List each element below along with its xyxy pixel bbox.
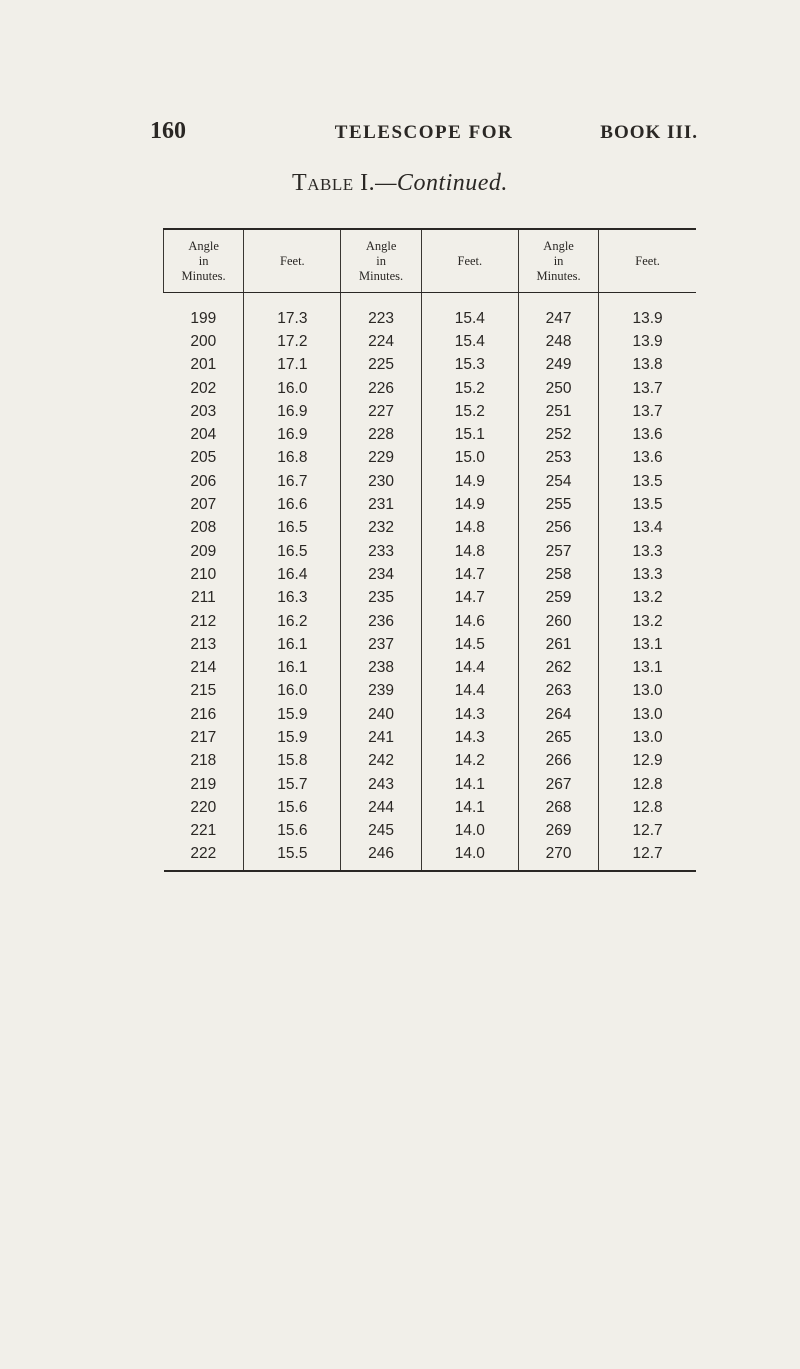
angle-cell: 243	[341, 773, 421, 796]
angle-cell: 246	[341, 843, 421, 871]
angle-cell: 213	[190, 635, 217, 653]
feet-cell: 14.7	[421, 587, 518, 610]
angle-cell: 248	[518, 330, 598, 353]
running-head: TELESCOPE FOR	[334, 122, 514, 143]
feet-cell: 17.1	[244, 354, 341, 377]
angle-column-header-3: Angle in Minutes.	[518, 229, 598, 293]
feet-cell: 15.5	[244, 843, 341, 871]
table-row	[164, 470, 697, 493]
angle-cell: 208	[190, 519, 217, 537]
angle-cell: 245	[341, 820, 421, 843]
feet-cell: 12.8	[599, 773, 696, 796]
angle-cell: 240	[341, 703, 421, 726]
angle-cell: 217	[190, 728, 217, 746]
table-row	[164, 447, 697, 470]
angle-cell: 206	[190, 472, 217, 490]
angle-cell: 254	[518, 470, 598, 493]
feet-cell: 15.3	[421, 354, 518, 377]
feet-cell: 12.7	[599, 820, 696, 843]
angle-cell: 218	[190, 752, 217, 770]
angle-cell: 211	[191, 589, 216, 607]
feet-cell: 16.0	[244, 680, 341, 703]
table-row	[164, 377, 697, 400]
angle-column-header-2: Angle in Minutes.	[341, 229, 421, 293]
feet-cell: 15.4	[421, 330, 518, 353]
angle-cell: 224	[341, 330, 421, 353]
table-row	[164, 517, 697, 540]
table-row	[164, 633, 697, 656]
angle-cell: 250	[518, 377, 598, 400]
feet-cell: 15.7	[244, 773, 341, 796]
feet-cell: 16.8	[244, 447, 341, 470]
angle-cell: 223	[341, 293, 421, 331]
feet-cell: 16.1	[244, 656, 341, 679]
feet-cell: 14.0	[421, 843, 518, 871]
angle-cell: 201	[190, 356, 217, 374]
table-title-prefix: Table I.	[292, 170, 376, 196]
angle-cell: 239	[341, 680, 421, 703]
angle-cell: 251	[518, 400, 598, 423]
feet-cell: 16.0	[244, 377, 341, 400]
feet-cell: 14.1	[421, 773, 518, 796]
angle-cell: 203	[190, 402, 217, 420]
angle-cell: 249	[518, 354, 598, 377]
feet-column-header-3: Feet.	[599, 229, 696, 293]
angle-cell: 205	[190, 449, 217, 467]
angle-cell: 266	[518, 750, 598, 773]
table-row	[164, 680, 697, 703]
angle-cell: 229	[341, 447, 421, 470]
feet-cell: 13.6	[599, 447, 696, 470]
table-row	[164, 540, 697, 563]
feet-cell: 13.3	[599, 563, 696, 586]
distance-table-container	[163, 228, 696, 872]
feet-cell: 13.4	[599, 517, 696, 540]
angle-cell: 261	[518, 633, 598, 656]
angle-cell: 210	[190, 565, 217, 583]
feet-cell: 16.5	[244, 540, 341, 563]
feet-column-header-1: Feet.	[244, 229, 341, 293]
feet-column-header-2: Feet.	[421, 229, 518, 293]
angle-cell: 268	[518, 796, 598, 819]
angle-cell: 262	[518, 656, 598, 679]
angle-cell: 247	[518, 293, 598, 331]
feet-cell: 13.3	[599, 540, 696, 563]
distance-table	[163, 228, 696, 872]
angle-cell: 265	[518, 726, 598, 749]
feet-cell: 14.6	[421, 610, 518, 633]
angle-cell: 242	[341, 750, 421, 773]
angle-cell: 259	[518, 587, 598, 610]
angle-cell: 264	[518, 703, 598, 726]
feet-cell: 17.3	[244, 293, 341, 331]
feet-cell: 13.0	[599, 703, 696, 726]
feet-cell: 13.7	[599, 377, 696, 400]
angle-cell: 260	[518, 610, 598, 633]
table-row	[164, 726, 697, 749]
angle-cell: 256	[518, 517, 598, 540]
angle-cell: 237	[341, 633, 421, 656]
feet-cell: 13.1	[599, 633, 696, 656]
feet-cell: 13.1	[599, 656, 696, 679]
table-row	[164, 493, 697, 516]
angle-cell: 236	[341, 610, 421, 633]
table-row	[164, 796, 697, 819]
angle-cell: 216	[190, 705, 217, 723]
feet-cell: 13.2	[599, 587, 696, 610]
feet-cell: 14.9	[421, 493, 518, 516]
feet-cell: 15.4	[421, 293, 518, 331]
angle-cell: 270	[518, 843, 598, 871]
angle-cell: 204	[190, 426, 217, 444]
angle-cell: 200	[190, 332, 217, 350]
feet-cell: 15.1	[421, 423, 518, 446]
feet-cell: 16.6	[244, 493, 341, 516]
feet-cell: 13.2	[599, 610, 696, 633]
feet-cell: 15.9	[244, 703, 341, 726]
feet-cell: 13.7	[599, 400, 696, 423]
feet-cell: 14.3	[421, 703, 518, 726]
angle-cell: 258	[518, 563, 598, 586]
feet-cell: 15.0	[421, 447, 518, 470]
table-header	[164, 229, 697, 293]
feet-cell: 12.7	[599, 843, 696, 871]
angle-cell: 221	[190, 822, 217, 840]
table-row	[164, 750, 697, 773]
angle-cell: 226	[341, 377, 421, 400]
angle-cell: 253	[518, 447, 598, 470]
angle-cell: 207	[190, 496, 217, 514]
angle-cell: 202	[190, 379, 217, 397]
feet-cell: 12.8	[599, 796, 696, 819]
feet-cell: 14.2	[421, 750, 518, 773]
angle-cell: 220	[190, 798, 217, 816]
angle-cell: 209	[190, 542, 217, 560]
table-row	[164, 293, 697, 331]
feet-cell: 13.0	[599, 680, 696, 703]
feet-cell: 13.5	[599, 470, 696, 493]
feet-cell: 13.0	[599, 726, 696, 749]
angle-cell: 255	[518, 493, 598, 516]
angle-cell: 252	[518, 423, 598, 446]
angle-cell: 269	[518, 820, 598, 843]
feet-cell: 16.5	[244, 517, 341, 540]
table-row	[164, 587, 697, 610]
feet-cell: 15.6	[244, 820, 341, 843]
angle-cell: 233	[341, 540, 421, 563]
angle-cell: 199	[190, 309, 217, 327]
feet-cell: 15.2	[421, 400, 518, 423]
angle-cell: 228	[341, 423, 421, 446]
feet-cell: 16.7	[244, 470, 341, 493]
table-row	[164, 703, 697, 726]
angle-cell: 225	[341, 354, 421, 377]
feet-cell: 15.2	[421, 377, 518, 400]
feet-cell: 17.2	[244, 330, 341, 353]
table-row	[164, 563, 697, 586]
table-row	[164, 610, 697, 633]
feet-cell: 14.5	[421, 633, 518, 656]
feet-cell: 14.4	[421, 656, 518, 679]
feet-cell: 13.5	[599, 493, 696, 516]
feet-cell: 14.8	[421, 540, 518, 563]
angle-cell: 230	[341, 470, 421, 493]
angle-cell: 231	[341, 493, 421, 516]
feet-cell: 16.4	[244, 563, 341, 586]
feet-cell: 16.2	[244, 610, 341, 633]
angle-cell: 222	[190, 845, 217, 863]
angle-cell: 219	[190, 775, 217, 793]
feet-cell: 16.3	[244, 587, 341, 610]
angle-cell: 257	[518, 540, 598, 563]
angle-cell: 235	[341, 587, 421, 610]
feet-cell: 14.0	[421, 820, 518, 843]
book-reference: BOOK III.	[600, 122, 698, 143]
angle-cell: 241	[341, 726, 421, 749]
feet-cell: 13.9	[599, 330, 696, 353]
feet-cell: 14.3	[421, 726, 518, 749]
angle-cell: 238	[341, 656, 421, 679]
feet-cell: 15.9	[244, 726, 341, 749]
feet-cell: 16.9	[244, 400, 341, 423]
angle-cell: 232	[341, 517, 421, 540]
feet-cell: 14.1	[421, 796, 518, 819]
feet-cell: 14.9	[421, 470, 518, 493]
table-body	[164, 293, 697, 872]
table-title	[0, 170, 800, 197]
table-title-suffix: —Continued.	[375, 170, 508, 196]
page-header	[150, 118, 698, 152]
angle-cell: 267	[518, 773, 598, 796]
page-number: 160	[150, 118, 186, 144]
feet-cell: 13.8	[599, 354, 696, 377]
table-row	[164, 423, 697, 446]
feet-cell: 13.6	[599, 423, 696, 446]
table-row	[164, 656, 697, 679]
feet-cell: 14.8	[421, 517, 518, 540]
angle-cell: 263	[518, 680, 598, 703]
table-row	[164, 330, 697, 353]
table-row	[164, 773, 697, 796]
table-row	[164, 354, 697, 377]
angle-cell: 214	[190, 659, 217, 677]
angle-cell: 215	[190, 682, 217, 700]
feet-cell: 13.9	[599, 293, 696, 331]
feet-cell: 12.9	[599, 750, 696, 773]
angle-cell: 244	[341, 796, 421, 819]
feet-cell: 16.9	[244, 423, 341, 446]
angle-column-header-1: Angle in Minutes.	[164, 229, 244, 293]
table-row	[164, 820, 697, 843]
table-row	[164, 843, 697, 871]
angle-cell: 234	[341, 563, 421, 586]
angle-cell: 227	[341, 400, 421, 423]
feet-cell: 15.6	[244, 796, 341, 819]
feet-cell: 14.7	[421, 563, 518, 586]
angle-cell: 212	[190, 612, 217, 630]
table-row	[164, 400, 697, 423]
feet-cell: 14.4	[421, 680, 518, 703]
feet-cell: 16.1	[244, 633, 341, 656]
feet-cell: 15.8	[244, 750, 341, 773]
